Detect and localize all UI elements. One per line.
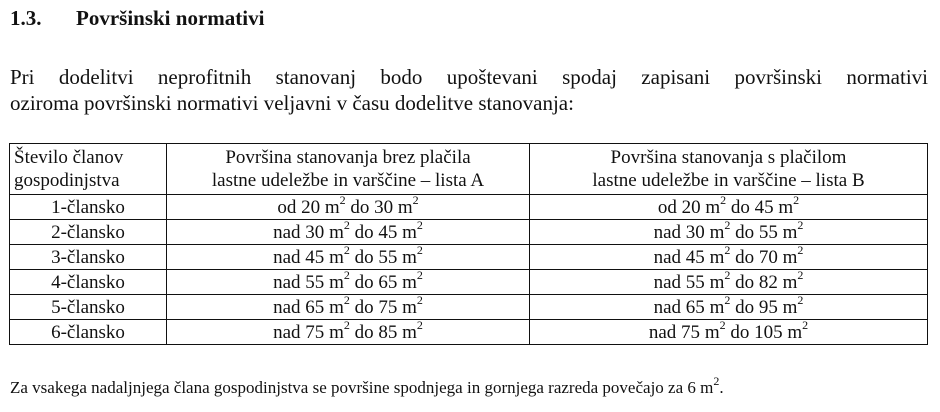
cell-list-b: nad 55 $m^2$ do 82 $m^2$ [530,270,928,295]
intro-line-2: oziroma površinski normativi veljavni v času dodelitve stanovanja: [10,91,574,115]
table-row [10,320,928,345]
cell-members: 4-člansko [10,270,167,295]
cell-list-b: nad 75 $m^2$ do 105 $m^2$ [530,320,928,345]
cell-list-a: nad 30 $m^2$ do 45 $m^2$ [167,220,530,245]
section-title: Površinski normativi [76,6,265,30]
cell-list-a: nad 55 $m^2$ do 65 $m^2$ [167,270,530,295]
cell-list-a: nad 45 $m^2$ do 55 $m^2$ [167,245,530,270]
footnote: Za vsakega nadaljnjega člana gospodinjstva se površine spodnjega in gornjega razreda povečajo za 6 $m^2$. [10,374,724,397]
intro-line-1: Pri dodelitvi neprofitnih stanovanj bodo upoštevani spodaj zapisani površinski normativi [10,65,928,89]
cell-members: 2-člansko [10,220,167,245]
cell-list-a: nad 65 $m^2$ do 75 $m^2$ [167,295,530,320]
cell-list-b: nad 45 $m^2$ do 70 $m^2$ [530,245,928,270]
header-list-a: Površina stanovanja brez plačila lastne udeležbe in varščine – lista A [167,144,530,195]
cell-list-b: nad 65 $m^2$ do 95 $m^2$ [530,295,928,320]
cell-members: 6-člansko [10,320,167,345]
section-heading [10,6,264,31]
table-row [10,195,928,220]
cell-members: 1-člansko [10,195,167,220]
header-list-b: Površina stanovanja s plačilom lastne udeležbe in varščine – lista B [530,144,928,195]
section-number: 1.3. [10,6,42,30]
cell-list-b: od 20 $m^2$ do 45 $m^2$ [530,195,928,220]
area-norms-table [9,143,928,345]
cell-list-b: nad 30 $m^2$ do 55 $m^2$ [530,220,928,245]
cell-list-a: nad 75 $m^2$ do 85 $m^2$ [167,320,530,345]
table-row [10,295,928,320]
table-header-row [10,144,928,195]
intro-paragraph [10,64,928,116]
table-row [10,270,928,295]
cell-list-a: od 20 $m^2$ do 30 $m^2$ [167,195,530,220]
table-row [10,245,928,270]
table-row [10,220,928,245]
header-household-members: Število članov gospodinjstva [10,144,167,195]
cell-members: 3-člansko [10,245,167,270]
cell-members: 5-člansko [10,295,167,320]
